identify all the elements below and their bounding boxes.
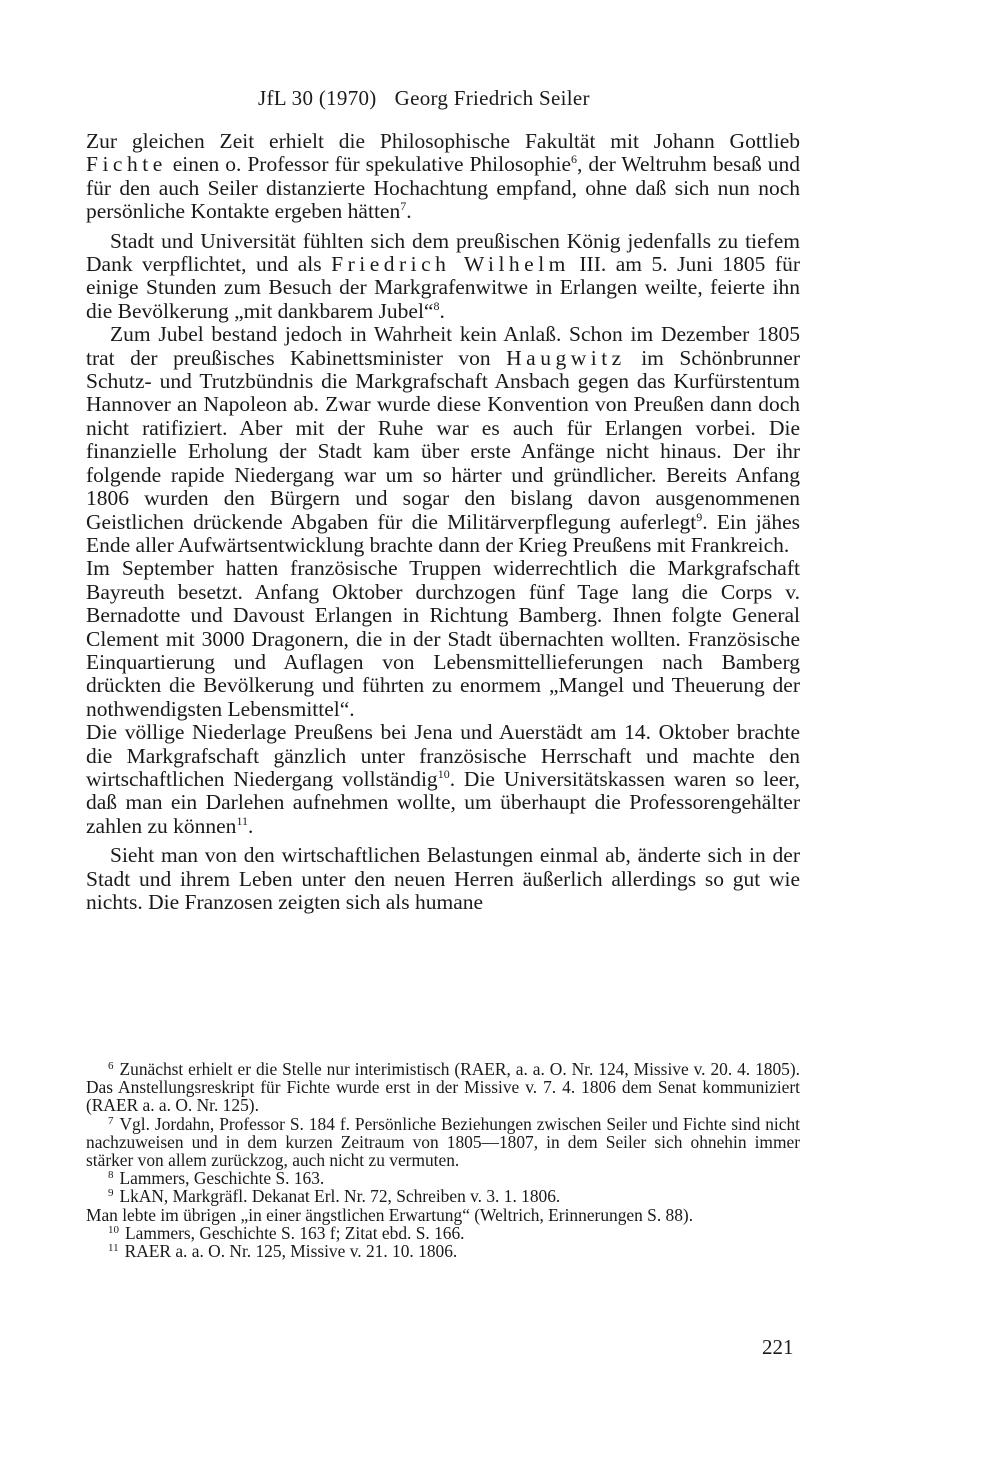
text-run: Sieht man von den wirtschaftlichen Belastungen einmal ab, änderte sich in der Stadt und ihrem Leben unter den neuen Herren äußerlich allerdings so gut wie nichts. Die Franzosen zeigten sich als humane: [86, 843, 800, 914]
footnote-text: LkAN, Markgräfl. Dekanat Erl. Nr. 72, Schreiben v. 3. 1. 1806.: [119, 1186, 561, 1207]
text-run: Die völlige Niederlage Preußens bei Jena und Auerstädt am 14. Oktober brachte die Markgrafschaft gänzlich unter französische Herrschaft und machte den wirtschaftlichen Niedergang vollständig: [86, 720, 800, 791]
footnote-mark: 8: [108, 1169, 114, 1182]
text-run: einen o. Professor für spekulative Philosophie: [166, 152, 572, 177]
article-title: Georg Friedrich Seiler: [394, 86, 590, 110]
footnote-continuation: [86, 1206, 800, 1224]
footnote: [86, 1187, 800, 1205]
text-run: .: [248, 813, 254, 838]
footnote-ref: 7: [400, 199, 407, 214]
paragraph: [86, 844, 800, 914]
footnote-text: Vgl. Jordahn, Professor S. 184 f. Persönliche Beziehungen zwischen Seiler und Fichte sind nicht nachzuweisen und in dem kurzen Zeitraum von 1805—1807, in dem Seiler sich ohnehin immer stärker von allem zurückzog, auch nicht zu vermuten.: [86, 1113, 800, 1171]
footnote-text: Man lebte im übrigen „in einer ängstlichen Erwartung“ (Weltrich, Erinnerungen S. 88).: [86, 1204, 694, 1225]
footnote-text: Lammers, Geschichte S. 163.: [119, 1168, 325, 1189]
footnote-text: Lammers, Geschichte S. 163 f; Zitat ebd. S. 166.: [125, 1222, 465, 1243]
footnote-text: RAER a. a. O. Nr. 125, Missive v. 21. 10. 1806.: [124, 1241, 458, 1262]
spaced-name: Friedrich Wilhelm: [331, 252, 570, 277]
footnote-mark: 6: [108, 1060, 114, 1072]
footnote: [86, 1115, 800, 1170]
footnote-ref: 9: [696, 509, 703, 524]
text-run: Zur gleichen Zeit erhielt die Philosophische Fakultät mit Johann Gottlieb: [86, 129, 800, 153]
footnote: [86, 1224, 800, 1242]
text-run: im Schönbrunner Schutz- und Trutzbündnis die Markgrafschaft Ansbach gegen das Kurfürstentum Hannover an Napoleon ab. Zwar wurde diese Konvention von Preußen dann doch nicht ratifiziert. Aber mit der Ruhe war es auch für Erlangen vorbei. Die finanzielle Erholung der Stadt kam über erste Anfänge nicht hinaus. Der ihr folgende rapide Niedergang war um so härter und gründlicher. Bereits Anfang 1806 wurden den Bürgern und sogar den bislang davon ausgenommenen Geistlichen drückende Abgaben für die Militärverpflegung auferlegt: [86, 345, 800, 534]
text-run: . Die Universitätskassen waren so leer, daß man ein Darlehen aufnehmen wollte, um überhaupt die Professorengehälter zahlen zu können: [86, 766, 800, 838]
text-run: .: [406, 199, 412, 224]
journal-reference: JfL 30 (1970): [258, 86, 377, 110]
footnote-ref: 10: [437, 766, 450, 781]
text-run: , der Weltruhm besaß und für den auch Seiler distanzierte Hochachtung empfand, ohne daß sich nun noch persönliche Kontakte ergeben hätten: [86, 152, 800, 224]
footnote: [86, 1242, 800, 1260]
body-text: [86, 130, 800, 914]
text-run: Stadt und Universität fühlten sich dem preußischen König jedenfalls zu tiefem Dank verpflichtet, und als: [86, 228, 800, 277]
text-run: Im September hatten französische Truppen widerrechtlich die Markgrafschaft Bayreuth besetzt. Anfang Oktober durchzogen fünf Tage lang die Corps v. Bernadotte und Davoust Erlangen in Richtung Bamberg. Ihnen folgte General Clement mit 3000 Dragonern, die in der Stadt übernachten wollten. Französische Einquartierung und Auflagen von Lebensmittellieferungen nach Bamberg drückten die Bevölkerung und führten zu enormem „Mangel und Theuerung der nothwendigsten Lebensmittel“.: [86, 556, 800, 721]
footnote-text: Zunächst erhielt er die Stelle nur interimistisch (RAER, a. a. O. Nr. 124, Missive v. 20. 4. 1805). Das Anstellungsreskript für Fichte wurde erst in der Missive v. 7. 4. 1806 dem Senat kommuniziert (RAER a. a. O. Nr. 125).: [86, 1059, 800, 1116]
paragraph: [86, 323, 800, 557]
spaced-name: Haugwitz: [506, 345, 626, 370]
footnote: [86, 1060, 800, 1115]
footnote-mark: 9: [108, 1187, 114, 1200]
footnote: [86, 1169, 800, 1187]
footnotes: [86, 1060, 800, 1260]
text-run: .: [439, 298, 445, 323]
footnote-mark: 10: [108, 1223, 119, 1236]
paragraph: [86, 130, 800, 224]
running-head: [258, 86, 590, 111]
text-run: . Ein jähes Ende aller Aufwärtsentwicklung brachte dann der Krieg Preußens mit Frankreich.: [86, 509, 800, 557]
spaced-name: Fichte: [86, 152, 167, 177]
text-run: III. am 5. Juni 1805 für einige Stunden zum Besuch der Markgrafenwitwe in Erlangen weilte, feierte ihn die Bevölkerung „mit dankbarem Jubel“: [86, 252, 800, 323]
footnote-ref: 6: [571, 152, 578, 167]
footnote-mark: 7: [108, 1114, 114, 1127]
paragraph: [86, 557, 800, 721]
footnote-ref: 11: [236, 813, 248, 828]
paragraph: [86, 721, 800, 838]
footnote-ref: 8: [433, 298, 440, 313]
footnote-mark: 11: [108, 1242, 119, 1255]
page-number: 221: [762, 1335, 794, 1359]
text-run: Zum Jubel bestand jedoch in Wahrheit kein Anlaß. Schon im Dezember 1805 trat der preußisches Kabinettsminister von: [86, 322, 800, 370]
paragraph: [86, 230, 800, 324]
